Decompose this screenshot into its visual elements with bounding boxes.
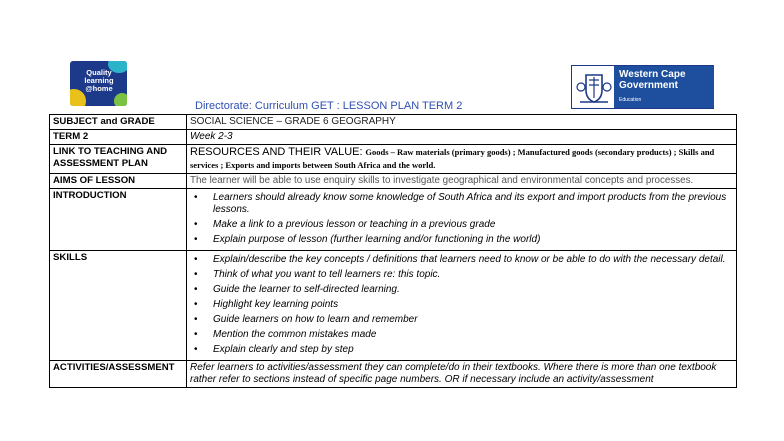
table-row <box>50 361 737 388</box>
logo-education-sub: Education <box>619 97 642 103</box>
western-cape-government-logo <box>571 65 714 109</box>
table-row <box>50 130 737 145</box>
list-item-text: Mention the common mistakes made <box>213 329 377 340</box>
coat-of-arms-icon <box>575 68 613 106</box>
resources-details: Goods – Raw materials (primary goods) ; Manufactured goods (secondary products) ; Skills and services ; Exports and imports between South Africa and the world. <box>190 147 715 170</box>
list-item <box>194 269 733 281</box>
list-item <box>194 299 733 311</box>
list-item <box>194 284 733 296</box>
table-row <box>50 251 737 361</box>
bullet-icon: • <box>194 254 198 265</box>
bullet-icon: • <box>194 314 198 325</box>
row-value-skills <box>187 251 737 361</box>
bullet-icon: • <box>194 269 198 280</box>
row-value-subject: SOCIAL SCIENCE – GRADE 6 GEOGRAPHY <box>187 115 737 130</box>
table-row <box>50 174 737 189</box>
bullet-icon: • <box>194 219 198 230</box>
list-item <box>194 329 733 341</box>
bullet-icon: • <box>194 299 198 310</box>
bullet-icon: • <box>194 192 198 203</box>
row-value-activities: Refer learners to activities/assessment they can complete/do in their textbooks. Where there is more than one textbook rather refer to sections instead of specific page numbers. OR if necessary include an activity/assessment <box>187 361 737 388</box>
row-label-subject: SUBJECT and GRADE <box>50 115 187 130</box>
list-item-text: Highlight key learning points <box>213 299 339 310</box>
row-label-term: TERM 2 <box>50 130 187 145</box>
bullet-icon: • <box>194 329 198 340</box>
table-row <box>50 115 737 130</box>
introduction-list <box>190 192 733 246</box>
bullet-icon: • <box>194 234 198 245</box>
resources-heading: RESOURCES AND THEIR VALUE: <box>190 146 363 158</box>
logo-text: Quality learning @home <box>84 68 114 93</box>
list-item-text: Explain purpose of lesson (further learning and/or functioning in the world) <box>213 234 541 245</box>
logo-government-title: Western Cape Government <box>619 69 686 91</box>
skills-list <box>190 254 733 356</box>
list-item <box>194 234 733 246</box>
lesson-plan-table <box>49 114 737 388</box>
list-item-text: Explain clearly and step by step <box>213 344 354 355</box>
logo-blue-panel <box>614 66 714 108</box>
bullet-icon: • <box>194 344 198 355</box>
table-row <box>50 145 737 174</box>
row-value-introduction <box>187 189 737 251</box>
row-value-link <box>187 145 737 174</box>
bullet-icon: • <box>194 284 198 295</box>
directorate-heading: Directorate: Curriculum GET : LESSON PLAN TERM 2 <box>195 100 463 112</box>
row-label-aims: AIMS OF LESSON <box>50 174 187 189</box>
list-item-text: Guide the learner to self-directed learning. <box>213 284 400 295</box>
row-label-link: LINK TO TEACHING AND ASSESSMENT PLAN <box>50 145 187 174</box>
table-row <box>50 189 737 251</box>
logo-green-shape <box>114 93 127 106</box>
list-item-text: Make a link to a previous lesson or teaching in a previous grade <box>213 219 496 230</box>
row-label-skills: SKILLS <box>50 251 187 361</box>
list-item-text: Think of what you want to tell learners re: this topic. <box>213 269 441 280</box>
list-item-text: Learners should already know some knowledge of South Africa and its export and import products from the previous lessons. <box>213 192 727 215</box>
quality-learning-logo <box>70 61 127 106</box>
list-item <box>194 314 733 326</box>
list-item <box>194 192 733 216</box>
row-label-activities: ACTIVITIES/ASSESSMENT <box>50 361 187 388</box>
row-value-aims: The learner will be able to use enquiry skills to investigate geographical and environmental concepts and processes. <box>187 174 737 189</box>
row-value-term: Week 2-3 <box>187 130 737 145</box>
list-item <box>194 344 733 356</box>
list-item-text: Guide learners on how to learn and remember <box>213 314 418 325</box>
list-item <box>194 254 733 266</box>
row-label-introduction: INTRODUCTION <box>50 189 187 251</box>
list-item-text: Explain/describe the key concepts / definitions that learners need to know or be able to do with the necessary detail. <box>213 254 726 265</box>
list-item <box>194 219 733 231</box>
